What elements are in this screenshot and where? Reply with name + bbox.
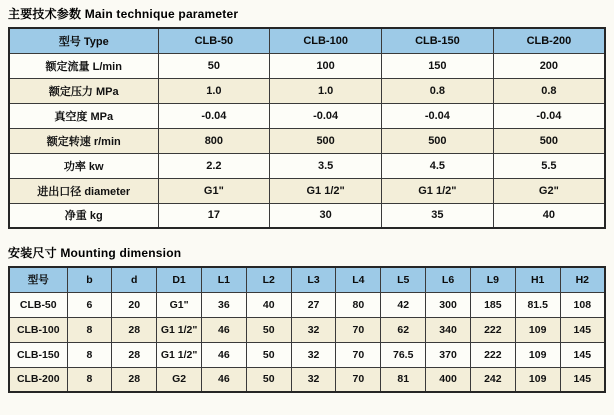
value-cell: 32 (291, 317, 336, 342)
header-cell: L9 (470, 267, 515, 292)
value-cell: 145 (560, 342, 605, 367)
value-cell: 28 (112, 367, 157, 392)
row-label-cell: 真空度 MPa (9, 103, 158, 128)
table-row (9, 203, 605, 228)
header-cell: H2 (560, 267, 605, 292)
value-cell: 500 (493, 128, 605, 153)
value-cell: 8 (67, 317, 112, 342)
table-row (9, 128, 605, 153)
value-cell: G1" (157, 292, 202, 317)
row-label-cell: 额定转速 r/min (9, 128, 158, 153)
header-row (9, 28, 605, 53)
row-label-cell: 额定压力 MPa (9, 78, 158, 103)
row-label-cell: 功率 kw (9, 153, 158, 178)
value-cell: -0.04 (493, 103, 605, 128)
value-cell: 400 (426, 367, 471, 392)
value-cell: 100 (270, 53, 382, 78)
value-cell: 370 (426, 342, 471, 367)
value-cell: 50 (246, 367, 291, 392)
header-cell: L3 (291, 267, 336, 292)
value-cell: 46 (201, 342, 246, 367)
table-row (9, 153, 605, 178)
value-cell: 109 (515, 317, 560, 342)
header-row (9, 267, 605, 292)
row-label-cell: 净重 kg (9, 203, 158, 228)
value-cell: 81.5 (515, 292, 560, 317)
value-cell: 46 (201, 367, 246, 392)
value-cell: 242 (470, 367, 515, 392)
value-cell: 70 (336, 342, 381, 367)
value-cell: -0.04 (270, 103, 382, 128)
value-cell: 46 (201, 317, 246, 342)
row-label-cell: CLB-200 (9, 367, 67, 392)
row-label-cell: 额定流量 L/min (9, 53, 158, 78)
header-cell: 型号 Type (9, 28, 158, 53)
table-row (9, 53, 605, 78)
value-cell: 17 (158, 203, 270, 228)
table-row (9, 178, 605, 203)
value-cell: 81 (381, 367, 426, 392)
value-cell: G1" (158, 178, 270, 203)
value-cell: 50 (246, 342, 291, 367)
value-cell: 20 (112, 292, 157, 317)
main-parameters-title: 主要技术参数 Main technique parameter (8, 7, 239, 21)
value-cell: 2.2 (158, 153, 270, 178)
table-row (9, 367, 605, 392)
table-row (9, 292, 605, 317)
value-cell: 500 (382, 128, 494, 153)
value-cell: 800 (158, 128, 270, 153)
value-cell: 8 (67, 367, 112, 392)
value-cell: 28 (112, 342, 157, 367)
value-cell: 185 (470, 292, 515, 317)
mounting-dimension-table (8, 266, 606, 393)
header-cell: b (67, 267, 112, 292)
table-row (9, 78, 605, 103)
header-cell: 型号 (9, 267, 67, 292)
value-cell: 35 (382, 203, 494, 228)
value-cell: 3.5 (270, 153, 382, 178)
value-cell: -0.04 (382, 103, 494, 128)
value-cell: 222 (470, 317, 515, 342)
header-cell: L6 (426, 267, 471, 292)
value-cell: -0.04 (158, 103, 270, 128)
header-cell: L2 (246, 267, 291, 292)
section-divider (8, 229, 606, 242)
value-cell: 40 (493, 203, 605, 228)
value-cell: 28 (112, 317, 157, 342)
table-row (9, 342, 605, 367)
value-cell: G1 1/2" (382, 178, 494, 203)
value-cell: 40 (246, 292, 291, 317)
value-cell: 30 (270, 203, 382, 228)
value-cell: 500 (270, 128, 382, 153)
value-cell: 300 (426, 292, 471, 317)
value-cell: 6 (67, 292, 112, 317)
value-cell: G2" (493, 178, 605, 203)
value-cell: 200 (493, 53, 605, 78)
value-cell: 109 (515, 367, 560, 392)
value-cell: 5.5 (493, 153, 605, 178)
header-cell: L5 (381, 267, 426, 292)
table-row (9, 317, 605, 342)
value-cell: 0.8 (382, 78, 494, 103)
value-cell: 0.8 (493, 78, 605, 103)
header-cell: CLB-150 (382, 28, 494, 53)
value-cell: 145 (560, 367, 605, 392)
header-cell: CLB-200 (493, 28, 605, 53)
value-cell: 8 (67, 342, 112, 367)
value-cell: 36 (201, 292, 246, 317)
value-cell: 1.0 (158, 78, 270, 103)
value-cell: 50 (158, 53, 270, 78)
value-cell: 50 (246, 317, 291, 342)
value-cell: 108 (560, 292, 605, 317)
value-cell: 1.0 (270, 78, 382, 103)
value-cell: G1 1/2" (157, 317, 202, 342)
row-label-cell: CLB-50 (9, 292, 67, 317)
value-cell: 70 (336, 317, 381, 342)
header-cell: D1 (157, 267, 202, 292)
row-label-cell: CLB-100 (9, 317, 67, 342)
value-cell: 340 (426, 317, 471, 342)
value-cell: 27 (291, 292, 336, 317)
value-cell: 62 (381, 317, 426, 342)
header-cell: L4 (336, 267, 381, 292)
value-cell: 145 (560, 317, 605, 342)
value-cell: 80 (336, 292, 381, 317)
value-cell: 32 (291, 367, 336, 392)
header-cell: L1 (201, 267, 246, 292)
value-cell: 150 (382, 53, 494, 78)
value-cell: G2 (157, 367, 202, 392)
value-cell: 32 (291, 342, 336, 367)
mounting-dimension-title: 安装尺寸 Mounting dimension (8, 246, 182, 260)
header-cell: d (112, 267, 157, 292)
value-cell: 42 (381, 292, 426, 317)
header-cell: CLB-50 (158, 28, 270, 53)
header-cell: H1 (515, 267, 560, 292)
value-cell: G1 1/2" (270, 178, 382, 203)
main-parameters-table (8, 27, 606, 229)
row-label-cell: CLB-150 (9, 342, 67, 367)
value-cell: 76.5 (381, 342, 426, 367)
value-cell: G1 1/2" (157, 342, 202, 367)
table-row (9, 103, 605, 128)
value-cell: 109 (515, 342, 560, 367)
header-cell: CLB-100 (270, 28, 382, 53)
row-label-cell: 进出口径 diameter (9, 178, 158, 203)
value-cell: 4.5 (382, 153, 494, 178)
value-cell: 70 (336, 367, 381, 392)
value-cell: 222 (470, 342, 515, 367)
